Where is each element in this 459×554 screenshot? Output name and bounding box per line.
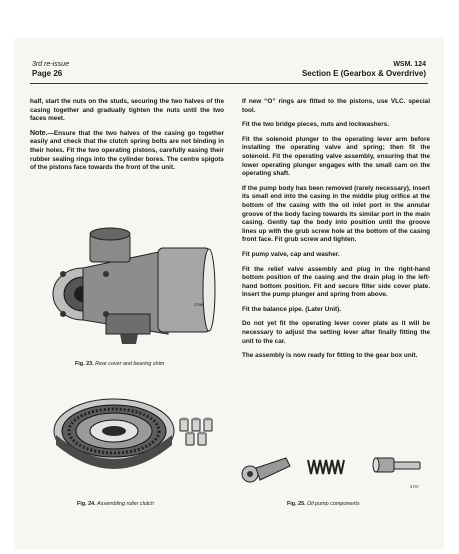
- pump-spring: [308, 460, 344, 474]
- header-right: [302, 60, 426, 78]
- figure-title: Oil pump components: [307, 501, 360, 507]
- reissue-label: 3rd re-issue: [32, 61, 69, 68]
- note-body: —Ensure that the two halves of the casing go together easily and check that the clutch spring bolts are not binding in their holes. Fit the two operating pistons, carefully easing their rubber sealing rings into the cylinder bores. The centre spigots of the pistons face towards the front of the unit.: [30, 129, 224, 172]
- header-left: [32, 60, 69, 78]
- figure-25-caption: [287, 501, 360, 507]
- figure-number: Fig. 24.: [77, 501, 96, 507]
- figure-number: Fig. 23.: [75, 361, 94, 367]
- right-column: [242, 98, 430, 367]
- rear-cover-illustration: [48, 222, 218, 352]
- note-paragraph: [30, 130, 224, 173]
- oil-pump-components-illustration: [236, 440, 436, 500]
- figure-code: 2798: [194, 302, 203, 307]
- paragraph: If new “O” rings are fitted to the pistons, use VLC. special tool.: [242, 98, 430, 114]
- figure-title: Rear cover and bearing shim: [95, 361, 165, 367]
- figure-code: 3797: [410, 484, 419, 489]
- pump-plunger: [242, 458, 290, 482]
- figure-title: Assembling roller clutch: [97, 501, 155, 507]
- figure-24-caption: [77, 501, 154, 507]
- paragraph: Do not yet fit the operating lever cover plate as it will be necessary to adjust the setting lever after finally fitting the unit to the car.: [242, 320, 430, 345]
- paragraph: The assembly is now ready for fitting to the gear box unit.: [242, 352, 418, 360]
- paragraph: Fit the solenoid plunger to the operating lever arm before installing the operating valve and spring; then fit the solenoid. Fit the operating valve assembly, ensuring that the lower operating plunger engages with the small cam on the operating shaft.: [242, 135, 430, 178]
- paragraph: half, start the nuts on the studs, securing the two halves of the casing together and gradually tighten the nuts until the two faces meet.: [30, 98, 224, 123]
- page-number: Page 26: [32, 69, 63, 78]
- paragraph: Fit the balance pipe. (Later Unit).: [242, 305, 342, 313]
- section-title: Section E (Gearbox & Overdrive): [301, 69, 426, 78]
- pump-valve: [373, 458, 420, 472]
- paragraph: If the pump body has been removed (rarely necessary), insert its small end into the casing in the middle plug orifice at the bottom of the casing with the oil inlet port in the annular groove of the body facing towards its similar port in the main casing. Gently tap the body into position until the groove lines up with the grub screw hole at the bottom of the casing front face. Fit grub screw and tighten.: [242, 184, 430, 244]
- roller-clutch-illustration: [48, 375, 228, 493]
- figure-23-caption: [75, 361, 164, 367]
- manual-code: WSM. 124: [393, 61, 426, 68]
- paragraph: Fit pump valve, cap and washer.: [242, 250, 340, 258]
- paragraph: Fit the two bridge pieces, nuts and lockwashers.: [242, 121, 390, 129]
- figure-number: Fig. 25.: [287, 501, 306, 507]
- left-column: [30, 98, 224, 179]
- note-lead: Note.: [30, 129, 48, 137]
- paragraph: Fit the relief valve assembly and plug in the right-hand bottom position of the casing and the drain plug in the left-hand bottom position. Fit and secure filter side cover plate. Insert the pump plunger and spring from above.: [242, 265, 430, 299]
- header-rule: [30, 83, 428, 84]
